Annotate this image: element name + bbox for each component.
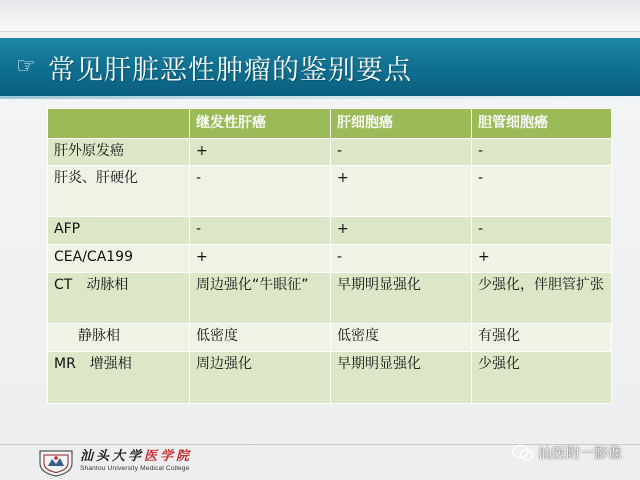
table-cell: 少强化 [472, 352, 612, 404]
table-cell: - [472, 166, 612, 217]
table-cell: - [190, 217, 331, 245]
table-cell: 周边强化 [190, 352, 331, 404]
row-label: MR 增强相 [48, 352, 190, 404]
header-blank [48, 109, 190, 139]
table-cell: 早期明显强化 [331, 273, 472, 324]
row-label: 肝外原发癌 [48, 139, 190, 166]
row-label: 肝炎、肝硬化 [48, 166, 190, 217]
table-cell: + [331, 166, 472, 217]
table-cell: + [190, 139, 331, 166]
row-label: AFP [48, 217, 190, 245]
row-label: CT 动脉相 [48, 273, 190, 324]
table-cell: + [472, 245, 612, 273]
header-hcc: 肝细胞癌 [331, 109, 472, 139]
school-name-cn-red: 医学院 [144, 449, 193, 464]
pointing-hand-icon: ☞ [16, 54, 36, 79]
school-name-cn-black: 汕头大学 [80, 449, 145, 464]
row-label: 静脉相 [48, 324, 190, 352]
table-row [48, 217, 612, 245]
header-cholangio: 胆管细胞癌 [472, 109, 612, 139]
footer-school [80, 449, 210, 473]
table-header-row [48, 109, 612, 139]
table-cell: - [472, 139, 612, 166]
table-cell: - [331, 245, 472, 273]
table-row [48, 245, 612, 273]
table-cell: 周边强化“牛眼征” [190, 273, 331, 324]
university-seal-icon [36, 447, 76, 477]
table-cell: - [472, 217, 612, 245]
table-cell: - [331, 139, 472, 166]
table-cell: 低密度 [331, 324, 472, 352]
table-row [48, 324, 612, 352]
table-cell: 有强化 [472, 324, 612, 352]
table-cell: - [190, 166, 331, 217]
school-name-cn [80, 449, 210, 464]
table-cell: + [331, 217, 472, 245]
table-row [48, 273, 612, 324]
table-cell: + [190, 245, 331, 273]
watermark [512, 441, 622, 465]
comparison-table-wrap [47, 108, 611, 404]
top-decor-band [0, 0, 640, 32]
header-metastatic: 继发性肝癌 [190, 109, 331, 139]
wechat-icon [512, 444, 534, 462]
table-cell: 早期明显强化 [331, 352, 472, 404]
watermark-text: 汕医附一影像 [538, 446, 622, 462]
table-row [48, 139, 612, 166]
slide-title: 常见肝脏恶性肿瘤的鉴别要点 [48, 54, 412, 86]
table-cell: 低密度 [190, 324, 331, 352]
row-label: CEA/CA199 [48, 245, 190, 273]
school-name-en: Shantou University Medical College [80, 465, 190, 472]
table-row [48, 166, 612, 217]
title-bar [0, 38, 640, 96]
comparison-table [47, 108, 612, 404]
table-row [48, 352, 612, 404]
table-cell: 少强化，伴胆管扩张 [472, 273, 612, 324]
